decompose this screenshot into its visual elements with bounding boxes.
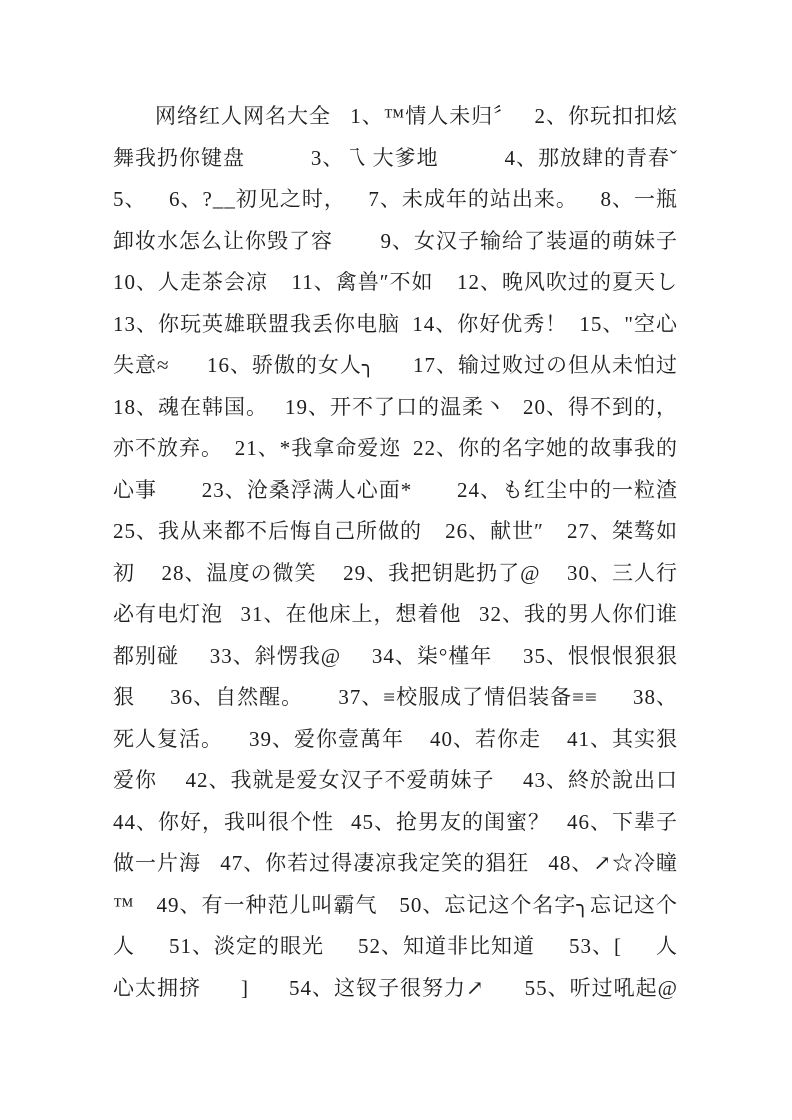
name-fragment: 42、我就是爱女汉子不爱萌妹子	[185, 768, 495, 792]
name-fragment: 23、沧桑浮满人心面*	[201, 477, 413, 502]
text-line	[113, 843, 678, 885]
name-fragment: 51、淡定的眼光	[169, 934, 324, 958]
name-fragment: 16、骄傲的女人╮	[206, 353, 376, 377]
text-line	[113, 677, 678, 719]
name-fragment: 29、我把钥匙扔了@	[343, 560, 541, 585]
name-fragment: 做一片海	[113, 851, 201, 875]
name-fragment: ™	[113, 892, 135, 917]
name-fragment: 失意≈	[113, 353, 170, 377]
name-fragment: 54、这钗子很努力↗	[289, 975, 485, 1000]
name-fragment: 人	[113, 934, 135, 958]
name-fragment: 13、你玩英雄联盟我丢你电脑	[113, 311, 400, 336]
name-fragment: 必有电灯泡	[113, 602, 223, 626]
document-text-body	[113, 96, 678, 1009]
name-fragment: 15、"空心	[579, 311, 678, 336]
name-fragment: 52、知道非比知道	[358, 934, 535, 958]
text-line	[113, 594, 678, 636]
text-line	[113, 760, 678, 802]
name-fragment: 45、抢男友的闺蜜？	[351, 809, 550, 834]
name-fragment: 44、你好，我叫很个性	[113, 809, 334, 834]
text-line	[113, 511, 678, 553]
name-fragment: 31、在他床上，想着他	[240, 602, 462, 626]
name-fragment: 卸妆水怎么让你毁了容	[113, 228, 333, 253]
name-fragment: 都别碰	[113, 643, 179, 668]
text-line	[113, 387, 678, 429]
name-fragment: 1、™情人未归〞	[350, 104, 516, 128]
name-fragment: 17、输过败过の但从未怕过	[413, 353, 678, 377]
text-line	[113, 262, 678, 304]
name-fragment: 21、*我拿命爱迩	[234, 436, 402, 460]
name-fragment: 41、其实狠	[567, 726, 678, 751]
name-fragment: 死人复活。	[113, 726, 223, 751]
text-line	[113, 802, 678, 844]
name-fragment: 初	[113, 560, 135, 585]
name-fragment: 3、乁 大爹地	[310, 145, 439, 170]
name-fragment: 14、你好优秀！	[412, 311, 568, 336]
name-fragment: 25、我从来都不后悔自己所做的	[113, 519, 422, 543]
name-fragment: 10、人走茶会凉	[113, 270, 268, 294]
name-fragment: 19、开不了口的温柔丶	[285, 394, 506, 419]
name-fragment: 48、↗☆冷瞳	[548, 851, 678, 875]
name-fragment: 34、柒°槿年	[371, 643, 493, 668]
name-fragment: 24、も红尘中的一粒渣	[457, 477, 678, 502]
name-fragment: 55、听过吼起@	[524, 975, 678, 1000]
name-fragment: 53、[	[569, 934, 622, 958]
name-fragment: 4、那放肆的青春ˇ	[504, 145, 678, 170]
name-fragment: 49、有一种范儿叫霸气	[156, 892, 378, 917]
text-line	[113, 304, 678, 346]
name-fragment: 9、女汉子输给了装逼的萌妹子	[380, 228, 678, 253]
text-line	[113, 470, 678, 512]
name-fragment: 20、得不到的，	[523, 394, 678, 419]
name-fragment: 心太拥挤	[113, 975, 201, 1000]
text-line	[113, 345, 678, 387]
name-fragment: 36、自然醒。	[170, 685, 304, 709]
text-line	[113, 138, 678, 180]
name-fragment: 39、爱你壹萬年	[249, 726, 404, 751]
name-fragment: 46、下辈子	[567, 809, 678, 834]
name-fragment: 26、献世″	[445, 519, 544, 543]
name-fragment: 38、	[633, 685, 678, 709]
name-fragment: 舞我扔你键盘	[113, 145, 245, 170]
name-fragment: 28、温度の微笑	[161, 560, 317, 585]
text-line	[113, 179, 678, 221]
name-fragment: 5、	[113, 187, 147, 211]
name-fragment: 18、魂在韩国。	[113, 394, 268, 419]
text-line	[113, 221, 678, 263]
name-fragment: 2、你玩扣扣炫	[534, 104, 678, 128]
name-fragment: 心事	[113, 477, 157, 502]
name-fragment: 网络红人网名大全	[155, 104, 331, 128]
name-fragment: 33、斜愣我@	[209, 643, 342, 668]
name-fragment: 11、禽兽″不如	[291, 270, 434, 294]
name-fragment: 35、恨恨恨狠狠	[523, 643, 678, 668]
text-line	[113, 926, 678, 968]
name-fragment: 37、≡校服成了情侣装备≡≡	[338, 685, 598, 709]
name-fragment: ]	[241, 975, 250, 1000]
name-fragment: 8、一瓶	[600, 187, 678, 211]
name-fragment: 43、終於說出口	[523, 768, 678, 792]
name-fragment: 亦不放弃。	[113, 436, 223, 460]
text-line	[113, 968, 678, 1010]
name-fragment: 6、?__初见之时，	[169, 187, 346, 211]
name-fragment: 狠	[113, 685, 135, 709]
text-line	[113, 428, 678, 470]
name-fragment: 22、你的名字她的故事我的	[413, 436, 678, 460]
name-fragment: 40、若你走	[430, 726, 541, 751]
text-line	[113, 719, 678, 761]
name-fragment: 30、三人行	[566, 560, 678, 585]
text-line	[113, 885, 678, 927]
text-line	[113, 96, 678, 138]
name-fragment: 爱你	[113, 768, 157, 792]
name-fragment: 7、未成年的站出来。	[368, 187, 578, 211]
name-fragment: 50、忘记这个名字╮忘记这个	[399, 892, 678, 917]
name-fragment: 32、我的男人你们谁	[479, 602, 678, 626]
name-fragment: 12、晚风吹过的夏天し	[457, 270, 678, 294]
name-fragment: 47、你若过得凄凉我定笑的猖狂	[220, 851, 530, 875]
text-line	[113, 553, 678, 595]
name-fragment: 27、桀骜如	[567, 519, 678, 543]
name-fragment: 人	[656, 934, 678, 958]
text-line	[113, 636, 678, 678]
